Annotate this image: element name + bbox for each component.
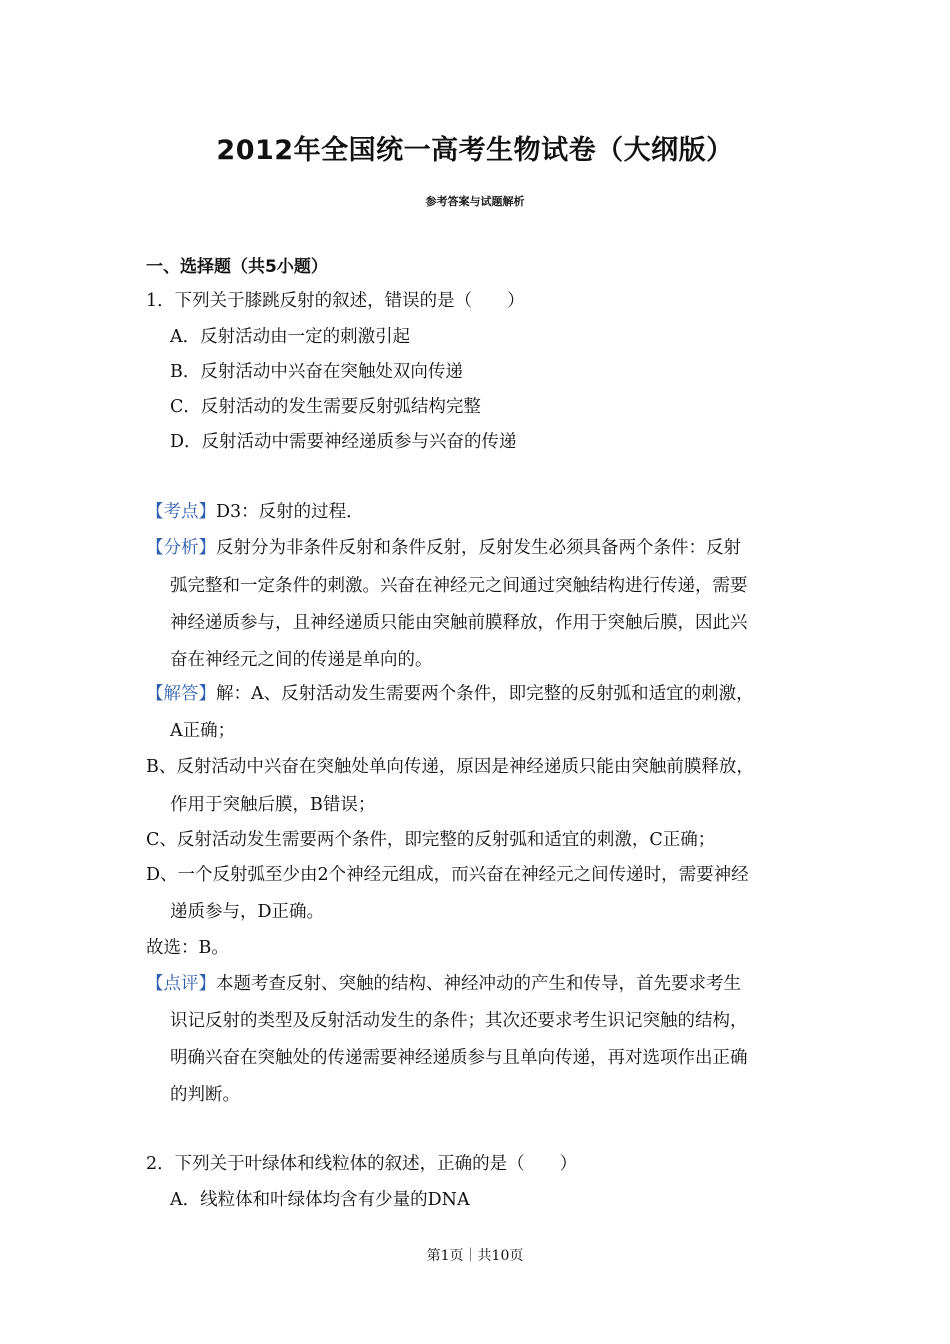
kaodian-tag: 【考点】 [146,502,216,522]
jieda-tag: 【解答】 [146,684,216,704]
jieda-line: B、反射活动中兴奋在突触处单向传递，原因是神经递质只能由突触前膜释放， [146,757,754,777]
jieda-line [146,684,754,705]
section-heading: 一、选择题（共5小题） [146,257,328,277]
fenxi-tag: 【分析】 [146,538,216,558]
fenxi-line: 神经递质参与，且神经递质只能由突触前膜释放，作用于突触后膜，因此兴 [170,613,748,633]
jieda-line: 递质参与，D正确。 [170,902,325,922]
fenxi-line: 弧完整和一定条件的刺激。兴奋在神经元之间通过突触结构进行传递，需要 [170,576,748,596]
fenxi-line: 奋在神经元之间的传递是单向的。 [170,650,433,670]
question-1-stem: 1．下列关于膝跳反射的叙述，错误的是（ ） [146,291,525,311]
question-2-stem: 2．下列关于叶绿体和线粒体的叙述，正确的是（ ） [146,1154,578,1174]
jieda-line: C、反射活动发生需要两个条件，即完整的反射弧和适宜的刺激，C正确； [146,830,716,850]
jieda-line: A正确； [170,721,236,741]
q1-option-c: C．反射活动的发生需要反射弧结构完整 [170,397,481,417]
q2-option-a: A．线粒体和叶绿体均含有少量的DNA [170,1190,470,1210]
jieda-text: 解：A、反射活动发生需要两个条件，即完整的反射弧和适宜的刺激， [216,684,754,704]
page-footer: 第1页｜共10页 [426,1248,524,1264]
dianping-tag: 【点评】 [146,974,216,994]
kaodian-text: D3：反射的过程． [216,502,364,522]
answer-choice: 故选：B。 [146,938,229,958]
jieda-line: 作用于突触后膜，B错误； [170,795,376,815]
page-title: 2012年全国统一高考生物试卷（大纲版） [216,135,734,166]
dianping-line: 识记反射的类型及反射活动发生的条件；其次还要求考生识记突触的结构， [170,1011,748,1031]
q1-option-d: D．反射活动中需要神经递质参与兴奋的传递 [170,432,517,452]
jieda-line: D、一个反射弧至少由2个神经元组成，而兴奋在神经元之间传递时，需要神经 [146,865,749,885]
fenxi-line [146,538,741,559]
fenxi-text: 反射分为非条件反射和条件反射，反射发生必须具备两个条件：反射 [216,538,741,558]
dianping-text: 本题考查反射、突触的结构、神经冲动的产生和传导，首先要求考生 [216,974,741,994]
kaodian-block [146,502,364,523]
dianping-line: 的判断。 [170,1085,240,1105]
q1-option-a: A．反射活动由一定的刺激引起 [170,327,411,347]
dianping-line [146,974,741,995]
dianping-line: 明确兴奋在突触处的传递需要神经递质参与且单向传递，再对选项作出正确 [170,1048,748,1068]
page-subtitle: 参考答案与试题解析 [425,195,525,208]
q1-option-b: B．反射活动中兴奋在突触处双向传递 [170,362,463,382]
